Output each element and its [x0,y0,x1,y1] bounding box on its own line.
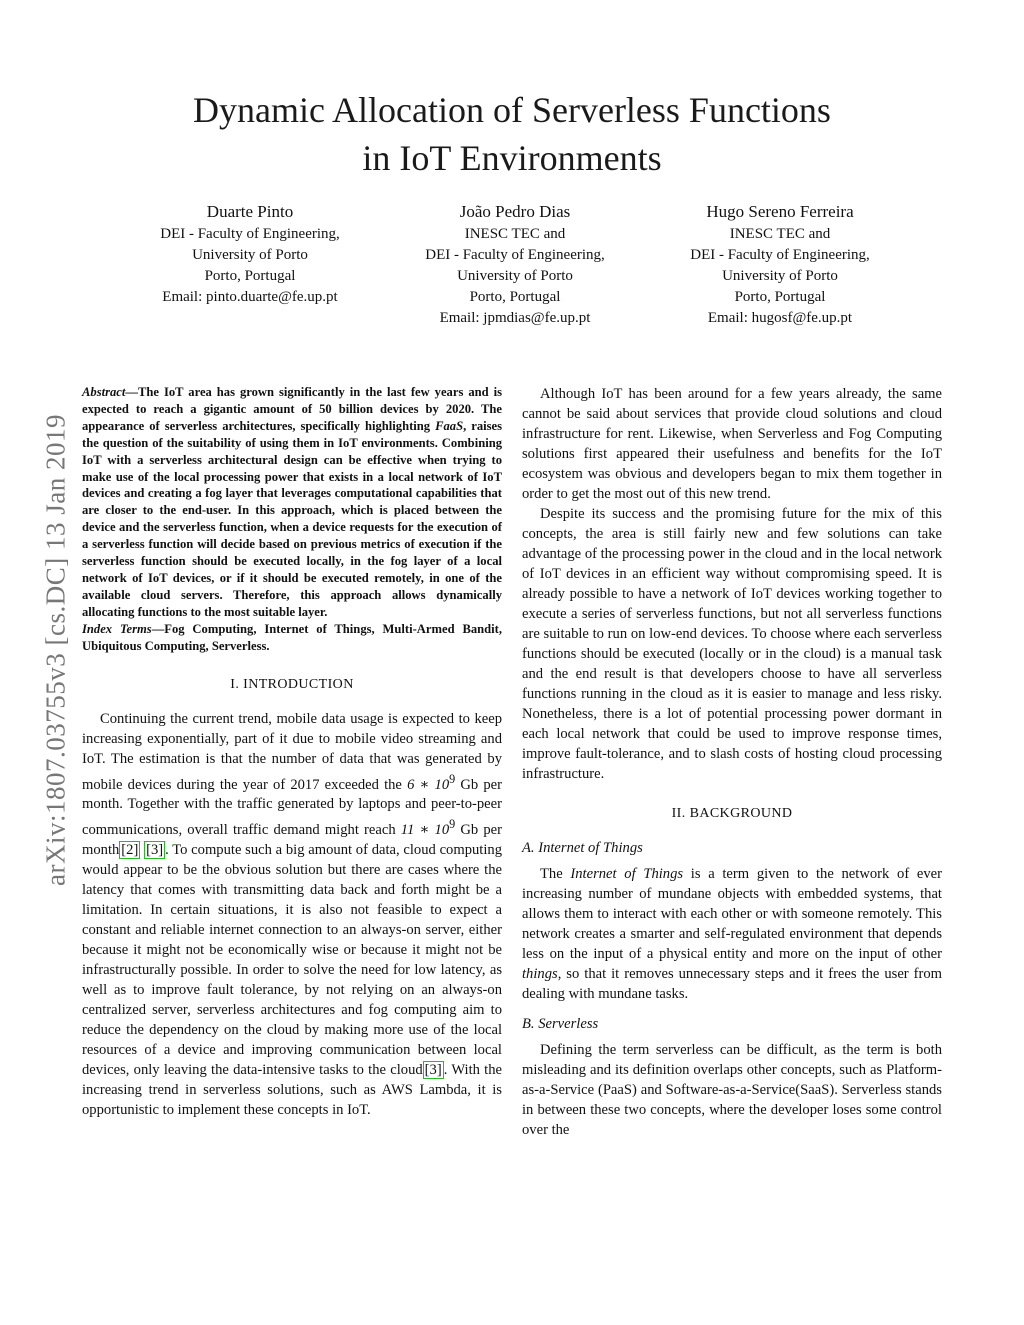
author-affiliation-line: DEI - Faculty of Engineering, [690,247,870,263]
math-exponent: 9 [449,817,456,832]
author-block-pinto [130,200,370,308]
abstract-text-a: —The IoT area has grown significantly in the last few years and is expected to reach a gigantic amount of 50 billion devices by 2020. The appearance of serverless architectures, specifically highlighting [82,385,502,433]
author-email: Email: hugosf@fe.up.pt [707,310,853,326]
author-block-dias [390,200,640,329]
subsection-heading-iot: A. Internet of Things [522,840,643,856]
things-term: things [522,966,558,982]
section-title-rest: NTRODUCTION [248,676,354,692]
author-name: João Pedro Dias [459,202,571,221]
abstract-label: Abstract [82,385,126,399]
iot-text: is a term given to the network of ever increasing number of mundane objects with embedded systems, that allows them to interact with each other or with someone remotely. This network creates a smarter and self-regulated environment that depends less on the input of a physical entity and more on the input of other [522,866,942,962]
author-affiliation-line: Porto, Portugal [469,289,561,305]
intro-paragraph-3: Despite its success and the promising future for the mix of this concepts, the area is still fairly new and few solutions can take advantage of the processing power in the cloud and in the local network of IoT devices in an efficient way without compromising speed. It is already possible to have a network of IoT devices working together to execute a series of serverless functions, but not all serverless functions are suitable to run on low-end devices. To choose where each serverless functions should be executed (locally or in the cloud) is a manual task and the end result is that developers choose to have all serverless functions running in the cloud as it is easier to manage and less risky. Nonetheless, there is a lot of potential processing power dormant in each local network that could be used to improve response times, improve fault-tolerance, and to slash costs of hosting cloud processing infrastructure. [522,506,942,782]
citation-link[interactable]: [3] [424,1062,442,1079]
author-block-ferreira [655,200,905,329]
right-column [522,384,942,1140]
section-title-rest: ACKGROUND [699,806,793,821]
title-line-1: Dynamic Allocation of Serverless Functions [193,90,831,130]
author-affiliation-line: Porto, Portugal [734,289,826,305]
section-heading-introduction [82,675,502,695]
author-name: Hugo Sereno Ferreira [706,202,854,221]
author-affiliation-line: University of Porto [722,268,838,284]
author-affiliation-line: University of Porto [192,247,308,263]
author-name: Duarte Pinto [206,202,294,221]
index-terms-text: —Fog Computing, Internet of Things, Multi-Armed Bandit, Ubiquitous Computing, Serverless. [82,621,502,653]
section-numeral: II. [671,806,690,821]
author-affiliation-line: DEI - Faculty of Engineering, [425,247,605,263]
title-line-2: in IoT Environments [362,138,662,178]
author-email: Email: pinto.duarte@fe.up.pt [162,289,338,305]
index-terms-label: Index Terms [82,621,152,636]
intro-paragraph-2: Although IoT has been around for a few years already, the same cannot be said about services that provide cloud solutions and cloud infrastructure for rent. Likewise, when Serverless and Fog Computing solutions first appeared their usefulness and benefits for the IoT ecosystem was obvious and developers began to mix them together in order to get the most out of this new trend. [522,386,942,502]
left-column [82,384,502,1120]
section-heading-background [522,804,942,824]
abstract-text-b: , raises the question of the suitability of using them in IoT environments. Combining IoT with a serverless architectural design can be effective when trying to make use of the local processing power that exists in a local network of IoT devices and creating a fog layer that leverages computational capabilities that are closer to the end-user. In this approach, which is placed between the device and the serverless function, when a device requests for the execution of a serverless function will decide based on previous metrics of execution if the serverless function should be executed locally, in the fog layer of a local network of IoT devices, or if it should be executed remotely, in one of the available cloud servers. Therefore, this approach allows dynamically allocating functions to the most suitable layer. [82,418,503,619]
iot-text: , so that it removes unnecessary steps and it frees the user from dealing with mundane tasks. [522,966,942,1002]
author-affiliation-line: University of Porto [457,268,573,284]
index-terms-paragraph [82,621,502,655]
subsection-heading-serverless: B. Serverless [522,1016,599,1032]
author-affiliation-line: DEI - Faculty of Engineering, [160,226,340,242]
section-initial: I [243,676,249,692]
math-expression: 6 ∗ 10 [407,776,450,793]
intro-text: Gb per month. Together with the traffic generated by laptops and peer-to-peer communications, overall traffic demand might reach [82,776,502,839]
author-affiliation-line: Porto, Portugal [204,268,296,284]
iot-text: The [540,866,571,882]
intro-text: Continuing the current trend, mobile data usage is expected to keep increasing exponentially, part of it due to mobile video streaming and IoT. The estimation is that the number of data that was generated by mobile devices during the year of 2017 exceeded the [82,710,502,793]
section-initial: B [689,806,700,821]
abstract-faas: FaaS [435,418,464,433]
section-numeral: I. [230,676,244,692]
arxiv-identifier-stamp: arXiv:1807.03755v3 [cs.DC] 13 Jan 2019 [40,414,71,886]
math-expression: 11 ∗ 10 [400,822,450,839]
citation-link[interactable]: [2] [121,842,139,859]
citation-link[interactable]: [3] [146,842,164,859]
intro-text: . To compute such a big amount of data, cloud computing would appear to be the obvious solution but there are cases where the latency that comes with transmitting data back and forth might be a limitation. In certain situations, it is also not feasible to expect a constant and reliable internet connection to an always-on server, either because it might not be economically wise or because it might not be infrastructurally possible. In order to solve the need for low latency, as well as to improve fault tolerance, by not relying on an always-on centralized server, serverless architectures and fog computing aim to reduce the dependency on the cloud by making more use of the local resources of a device and improving communication between local devices, only leaving the data-intensive tasks to the cloud [82,842,502,1079]
intro-paragraph-1 [82,709,502,1121]
serverless-paragraph: Defining the term serverless can be difficult, as the term is both misleading and its definition overlaps other concepts, such as Platform-as-a-Service (PaaS) and Software-as-a-Service(SaaS). Serverless stands in between these two concepts, where the developer loses some control over the [522,1042,942,1138]
intro-text: . With the increasing trend in serverless solutions, such as AWS Lambda, it is opportunistic to implement these concepts in IoT. [82,1062,502,1119]
paper-title [0,86,1024,182]
author-affiliation-line: INESC TEC and [729,226,831,242]
abstract-paragraph [82,384,502,621]
intro-text: Gb per month [82,822,502,859]
iot-term: Internet of Things [570,866,684,882]
iot-paragraph [522,864,942,1004]
author-affiliation-line: INESC TEC and [464,226,566,242]
author-email: Email: jpmdias@fe.up.pt [439,310,591,326]
math-exponent: 9 [449,771,456,786]
